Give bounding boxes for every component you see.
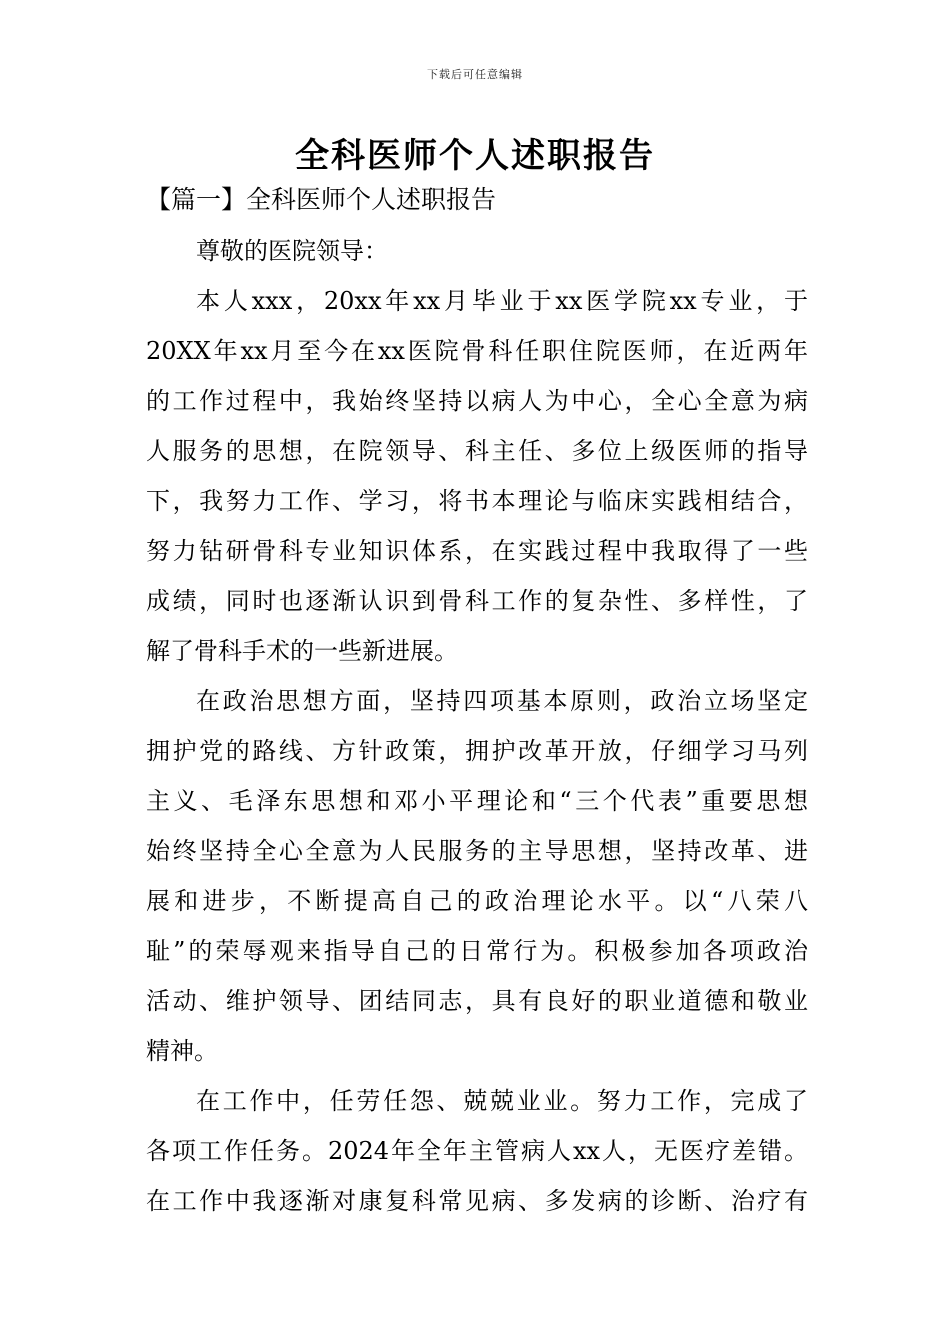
paragraph-line: 20XX年xx月至今在xx医院骨科任职住院医师，在近两年 xyxy=(146,337,808,365)
paragraph-line: 各项工作任务。2024年全年主管病人xx人，无医疗差错。 xyxy=(146,1137,808,1165)
paragraph-line: 耻”的荣辱观来指导自己的日常行为。积极参加各项政治 xyxy=(146,937,808,965)
section-heading: 【篇一】全科医师个人述职报告 xyxy=(146,185,497,214)
paragraph-line: 努力钻研骨科专业知识体系，在实践过程中我取得了一些 xyxy=(146,537,808,565)
paragraph-line: 展和进步，不断提高自己的政治理论水平。以“八荣八 xyxy=(146,887,808,915)
paragraph-line: 成绩，同时也逐渐认识到骨科工作的复杂性、多样性，了 xyxy=(146,587,808,615)
paragraph-line: 在工作中，任劳任怨、兢兢业业。努力工作，完成了 xyxy=(196,1087,808,1115)
paragraph-line: 在政治思想方面，坚持四项基本原则，政治立场坚定 xyxy=(196,687,808,715)
salutation-line: 尊敬的医院领导： xyxy=(196,237,388,265)
paragraph-line: 主义、毛泽东思想和邓小平理论和“三个代表”重要思想 xyxy=(146,787,808,815)
body-text xyxy=(146,226,808,1226)
paragraph-line: 始终坚持全心全意为人民服务的主导思想，坚持改革、进 xyxy=(146,837,808,865)
paragraph-line: 下，我努力工作、学习，将书本理论与临床实践相结合， xyxy=(146,487,808,515)
paragraph-line: 在工作中我逐渐对康复科常见病、多发病的诊断、治疗有 xyxy=(146,1187,808,1215)
paragraph-line: 人服务的思想，在院领导、科主任、多位上级医师的指导 xyxy=(146,437,808,465)
paragraph-line: 的工作过程中，我始终坚持以病人为中心，全心全意为病 xyxy=(146,387,808,415)
paragraph-line: 解了骨科手术的一些新进展。 xyxy=(146,637,458,665)
header-note: 下载后可任意编辑 xyxy=(427,68,523,81)
paragraph-line: 精神。 xyxy=(146,1037,218,1065)
paragraph-line: 本人xxx，20xx年xx月毕业于xx医学院xx专业，于 xyxy=(196,287,808,315)
document-title: 全科医师个人述职报告 xyxy=(295,136,655,176)
paragraph-line: 拥护党的路线、方针政策，拥护改革开放，仔细学习马列 xyxy=(146,737,808,765)
paragraph-line: 活动、维护领导、团结同志，具有良好的职业道德和敬业 xyxy=(146,987,808,1015)
